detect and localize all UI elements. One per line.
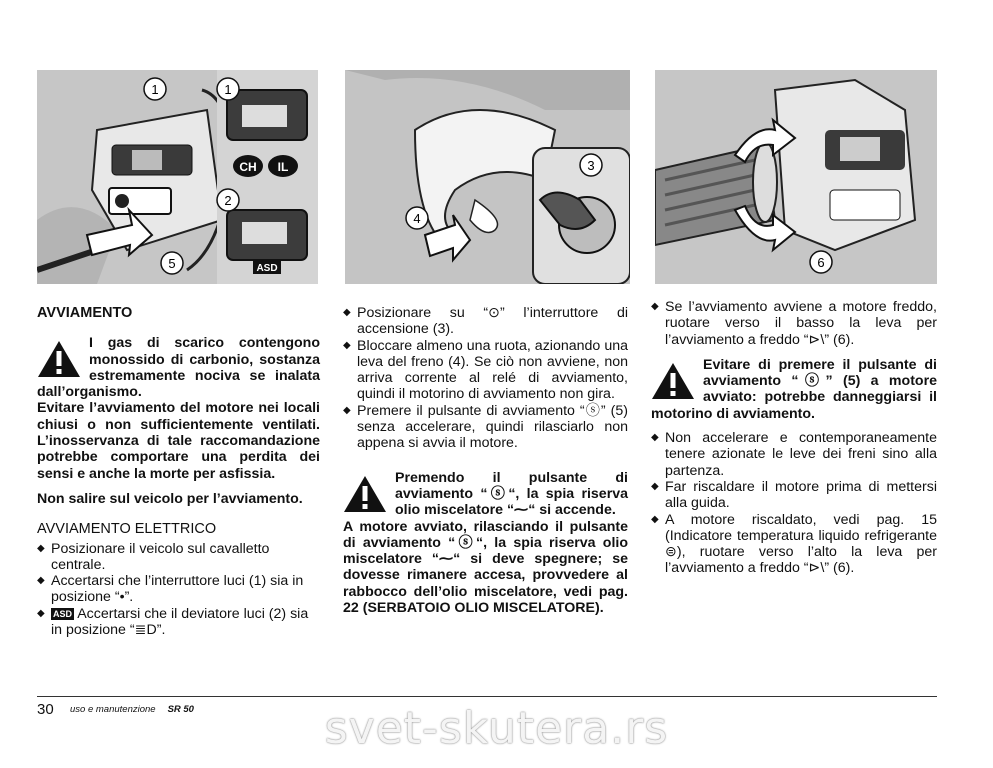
warning-icon <box>37 339 81 379</box>
badge-il: IL <box>277 160 289 174</box>
instruction-list-3 <box>651 299 937 348</box>
list-item: ◆ Bloccare almeno una ruota, azionando una leva del freno (4). Se ciò non avviene, non arriva corrente al relé di avviamento, quindi il motorino di avviamento non gira. <box>343 338 628 403</box>
list-item: ◆ Premere il pulsante di avviamento “ⓢ” (5) senza accelerare, quindi rilasciarlo non appena si avvia il motore. <box>343 403 628 452</box>
figure-switches <box>37 70 318 284</box>
asd-badge: ASD <box>53 608 73 619</box>
switch-illustration <box>37 70 318 284</box>
list-item: ◆ Far riscaldare il motore prima di mettersi alla guida. <box>651 479 937 512</box>
callout-3: 3 <box>587 158 595 173</box>
badge-ch: CH <box>239 160 257 174</box>
warning-block <box>37 335 320 400</box>
warning-text: Evitare di premere il pulsante di avviamento “ⓢ” (5) a motore avviato: potrebbe danneggiarsi il motorino di avviamento. <box>651 356 937 422</box>
warning-text-2: Evitare l’avviamento del motore nei locali chiusi o non sufficientemente ventilati. L’inosservanza di tale raccomandazione potrebbe comportare una perdita dei sensi e anche la morte per asfissia. <box>37 400 320 482</box>
column-2 <box>343 305 628 616</box>
warning-text-2: A motore avviato, rilasciando il pulsante di avviamento “ⓢ“, la spia riserva olio miscelatore “⁓“ si deve spegnere; se dovesse rimanere accesa, provvedere al rabbocco dell’olio miscelatore, vedi pag. 22 (SERBATOIO OLIO MISCELATORE). <box>343 518 628 617</box>
instruction-list <box>37 541 320 639</box>
footer-rule <box>37 696 937 697</box>
callout-5: 5 <box>168 256 176 271</box>
footer-model: SR 50 <box>167 704 194 715</box>
callout-1: 1 <box>151 82 159 97</box>
figure-ignition <box>345 70 630 284</box>
footer-label: uso e manutenzione <box>70 704 156 715</box>
figure-choke <box>655 70 937 284</box>
ignition-illustration <box>345 70 630 284</box>
warning-block-2 <box>343 470 628 519</box>
list-item: ◆ Posizionare su “⊙” l’interruttore di accensione (3). <box>343 305 628 338</box>
callout-1b: 1 <box>224 82 232 97</box>
warning-icon <box>651 361 695 401</box>
warning-text: Premendo il pulsante di avviamento “ⓢ“, la spia riserva olio miscelatore “⁓“ si accende. <box>395 469 628 519</box>
callout-2: 2 <box>224 193 232 208</box>
callout-4: 4 <box>413 211 421 226</box>
list-item: ◆ Posizionare il veicolo sul cavalletto centrale. <box>37 541 320 574</box>
watermark: svet-skutera.rs <box>324 703 669 754</box>
callout-6: 6 <box>817 255 825 270</box>
warning-text: I gas di scarico contengono monossido di carbonio, sostanza estremamente nociva se inalata dall’organismo. <box>37 335 320 401</box>
list-item: ◆ Non accelerare e contemporaneamente tenere azionate le leve dei freni sino alla partenza. <box>651 430 937 479</box>
badge-asd: ASD <box>256 263 278 274</box>
column-1 <box>37 305 320 638</box>
warning-block-3 <box>651 357 937 422</box>
list-item: ◆ Se l’avviamento avviene a motore freddo, ruotare verso il basso la leva per l’avviamento a freddo “⊳\” (6). <box>651 299 937 348</box>
instruction-list-4 <box>651 430 937 577</box>
column-3 <box>651 299 937 577</box>
list-item: ◆ Accertarsi che l’interruttore luci (1) sia in posizione “•”. <box>37 573 320 606</box>
choke-illustration <box>655 70 937 284</box>
section-title: AVVIAMENTO <box>37 305 133 321</box>
warning-icon <box>343 474 387 514</box>
list-item-text: Accertarsi che il deviatore luci (2) sia in posizione “≣D”. <box>51 605 309 639</box>
warning-text-3: Non salire sul veicolo per l’avviamento. <box>37 490 303 507</box>
list-item: ◆ A motore riscaldato, vedi pag. 15 (Indicatore temperatura liquido refrigerante ⊜), ruotare verso l’alto la leva per l’avviamento a freddo “⊳\” (6). <box>651 512 937 577</box>
subsection-title: AVVIAMENTO ELETTRICO <box>37 521 217 538</box>
list-item <box>37 606 320 639</box>
page-number: 30 <box>37 701 54 718</box>
instruction-list-2 <box>343 305 628 452</box>
